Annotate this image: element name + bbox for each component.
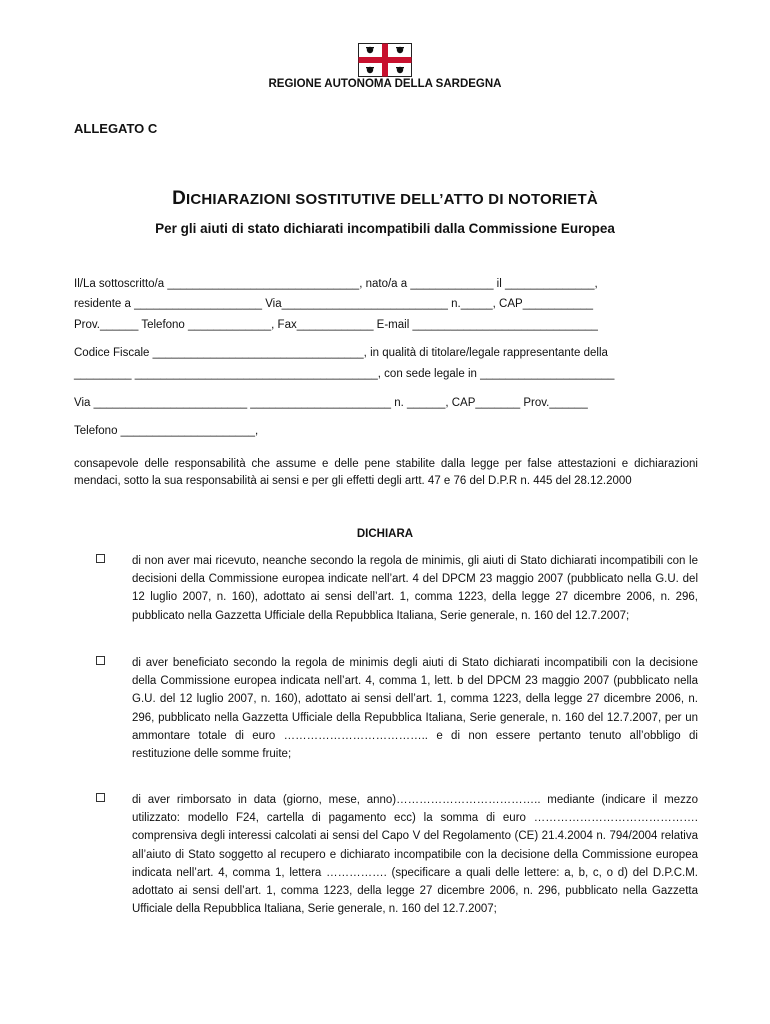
region-name: REGIONE AUTONOMA DELLA SARDEGNA [268,78,502,90]
declaration-option-text: di aver rimborsato in data (giorno, mese, anno)……………………………….. mediante (indicare il mezzo utilizzato: modello F24, cartella di pagamento ecc) la somma di euro ……………………………………. comprensiva degli interessi calcolati ai sensi del Capo V del Regolamento (CE) 21.4.2004 n. 794/2004 relativa all’aiuto di Stato soggetto al recupero e dichiarato incompatibile con la decisione della Commissione europea indicata nell’art. 4, comma 1, lettera ……………. (specificare a quali delle lettere: a, b, c, o d) del D.P.C.M. adottato ai sensi dell’art. 1, comma 1223, della legge 27 dicembre 2006, n. 296, pubblicato nella Gazzetta Ufficiale della Repubblica Italiana, Serie generale, n. 160 del 12.7.2007; [132,794,698,916]
declaration-option-text: di aver beneficiato secondo la regola de minimis degli aiuti di Stato dichiarati incompatibili con la decisione della Commissione europea indicata nell’art. 4, comma 1, lett. b del DPCM 23 maggio 2007 (pubblicato nella G.U. del 12 luglio 2007, n. 160), adottato ai sensi dell’art. 1, comma 1223, della legge 27 dicembre 2006, n. 296, pubblicato nella Gazzetta Ufficiale della Repubblica Italiana, Serie generale, n. 160 del 12.7.2007, per un ammontare totale di euro ……………………………….. e di non essere pertanto tenuto all’obbligo di restituzione delle somme fruite; [132,657,698,761]
sardinia-four-moors-flag-icon [358,43,412,77]
checkbox-icon[interactable] [96,793,105,802]
title-initial: D [172,188,186,209]
dichiara-heading: DICHIARA [356,528,414,540]
checkbox-icon[interactable] [96,554,105,563]
document-title [0,188,770,210]
form-line-address: Via ________________________ ______________________ n. ______, CAP_______ Prov.______ [74,397,588,409]
declaration-option-text: di non aver mai ricevuto, neanche secondo la regola de minimis, gli aiuti di Stato dichiarati incompatibili con le decisioni della Commissione europea indicate nell’art. 4 del DPCM 23 maggio 2007 (pubblicato nella G.U. del 12 luglio 2007, n. 160), adottato ai sensi dell’art. 1, comma 1223, della legge 27 dicembre 2006, n. 296, pubblicato nella Gazzetta Ufficiale della Repubblica Italiana, Serie generale, n. 160 del 12.7.2007; [132,555,698,622]
form-line-fiscal-code: Codice Fiscale _________________________________, in qualità di titolare/legale rappresentante della [74,347,608,359]
checkbox-icon[interactable] [96,656,105,665]
form-line-residence: residente a ____________________ Via__________________________ n._____, CAP___________ [74,298,594,310]
allegato-label: ALLEGATO C [74,121,158,136]
title-rest: ICHIARAZIONI SOSTITUTIVE DELL’ATTO DI NOTORIETÀ [186,191,598,208]
form-line-phone: Telefono _____________________, [74,425,259,437]
form-line-name: Il/La sottoscritto/a ______________________________, nato/a a _____________ il ______________, [74,278,598,290]
form-line-contacts: Prov.______ Telefono _____________, Fax____________ E-mail _____________________________ [74,319,598,331]
consapevole-paragraph: consapevole delle responsabilità che assume e delle pene stabilite dalla legge per false attestazioni e dichiarazioni mendaci, sotto la sua responsabilità ai sensi e per gli effetti degli artt. 47 e 76 del D.P.R n. 445 del 28.12.2000 [74,458,698,487]
form-line-company: _________ ______________________________________, con sede legale in _____________________ [74,368,615,380]
document-subtitle: Per gli aiuti di stato dichiarati incompatibili dalla Commissione Europea [155,221,615,236]
